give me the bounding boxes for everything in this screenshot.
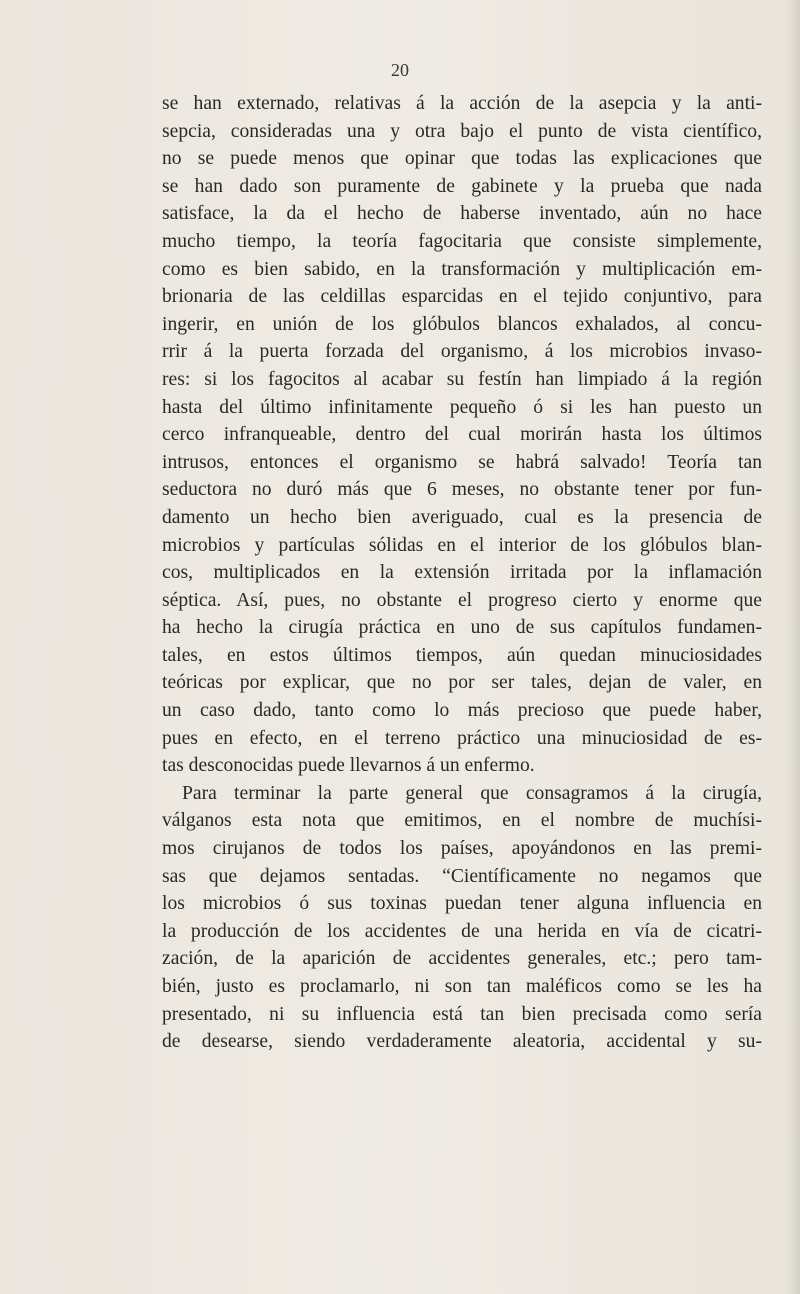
text-line: ingerir, en unión de los glóbulos blancos exhalados, al concu- — [162, 313, 762, 335]
text-line: la producción de los accidentes de una herida en vía de cicatri- — [162, 920, 762, 942]
text-line: tas desconocidas puede llevarnos á un enfermo. — [162, 755, 535, 777]
text-line: rrir á la puerta forzada del organismo, á los microbios invaso- — [162, 341, 762, 363]
text-line: mos cirujanos de todos los países, apoyándonos en las premi- — [162, 838, 762, 860]
text-line: se han dado son puramente de gabinete y la prueba que nada — [162, 175, 762, 197]
text-line: teóricas por explicar, que no por ser tales, dejan de valer, en — [162, 672, 762, 694]
text-line: sepcia, consideradas una y otra bajo el punto de vista científico, — [162, 120, 762, 142]
text-line: mucho tiempo, la teoría fagocitaria que consiste simplemente, — [162, 230, 762, 252]
text-line: como es bien sabido, en la transformación y multiplicación em- — [162, 258, 762, 280]
text-line: sas que dejamos sentadas. “Científicamente no negamos que — [162, 865, 762, 887]
text-line: los microbios ó sus toxinas puedan tener alguna influencia en — [162, 893, 762, 915]
text-line: brionaria de las celdillas esparcidas en el tejido conjuntivo, para — [162, 286, 762, 308]
text-line: seductora no duró más que 6 meses, no obstante tener por fun- — [162, 479, 762, 501]
page-edge-shadow — [786, 0, 800, 1294]
text-line: ha hecho la cirugía práctica en uno de sus capítulos fundamen- — [162, 617, 762, 639]
text-line: damento un hecho bien averiguado, cual es la presencia de — [162, 506, 762, 528]
text-line: un caso dado, tanto como lo más precioso que puede haber, — [162, 700, 762, 722]
page-number: 20 — [391, 60, 409, 80]
text-line: cos, multiplicados en la extensión irritada por la inflamación — [162, 562, 762, 584]
text-line: presentado, ni su influencia está tan bien precisada como sería — [162, 1003, 762, 1025]
text-line: hasta del último infinitamente pequeño ó si les han puesto un — [162, 396, 762, 418]
body-text — [162, 90, 762, 1056]
text-line: bién, justo es proclamarlo, ni son tan maléficos como se les ha — [162, 976, 762, 997]
text-line: intrusos, entonces el organismo se habrá salvado! Teoría tan — [162, 451, 762, 473]
text-line: válganos esta nota que emitimos, en el nombre de muchísi- — [162, 810, 762, 832]
text-line: microbios y partículas sólidas en el interior de los glóbulos blan- — [162, 534, 762, 556]
text-line: res: si los fagocitos al acabar su festín han limpiado á la región — [162, 368, 762, 390]
text-line: zación, de la aparición de accidentes generales, etc.; pero tam- — [162, 948, 762, 970]
text-line: pues en efecto, en el terreno práctico una minuciosidad de es- — [162, 727, 762, 749]
text-line: de desearse, siendo verdaderamente aleatoria, accidental y su- — [162, 1031, 762, 1053]
text-line: Para terminar la parte general que consagramos á la cirugía, — [182, 782, 762, 804]
text-line: cerco infranqueable, dentro del cual morirán hasta los últimos — [162, 424, 762, 446]
text-line: tales, en estos últimos tiempos, aún quedan minuciosidades — [162, 644, 762, 666]
text-line: satisface, la da el hecho de haberse inventado, aún no hace — [162, 203, 762, 225]
text-line: séptica. Así, pues, no obstante el progreso cierto y enorme que — [162, 589, 762, 611]
text-line: no se puede menos que opinar que todas las explicaciones que — [162, 148, 762, 170]
text-line: se han externado, relativas á la acción de la asepcia y la anti- — [162, 93, 762, 114]
